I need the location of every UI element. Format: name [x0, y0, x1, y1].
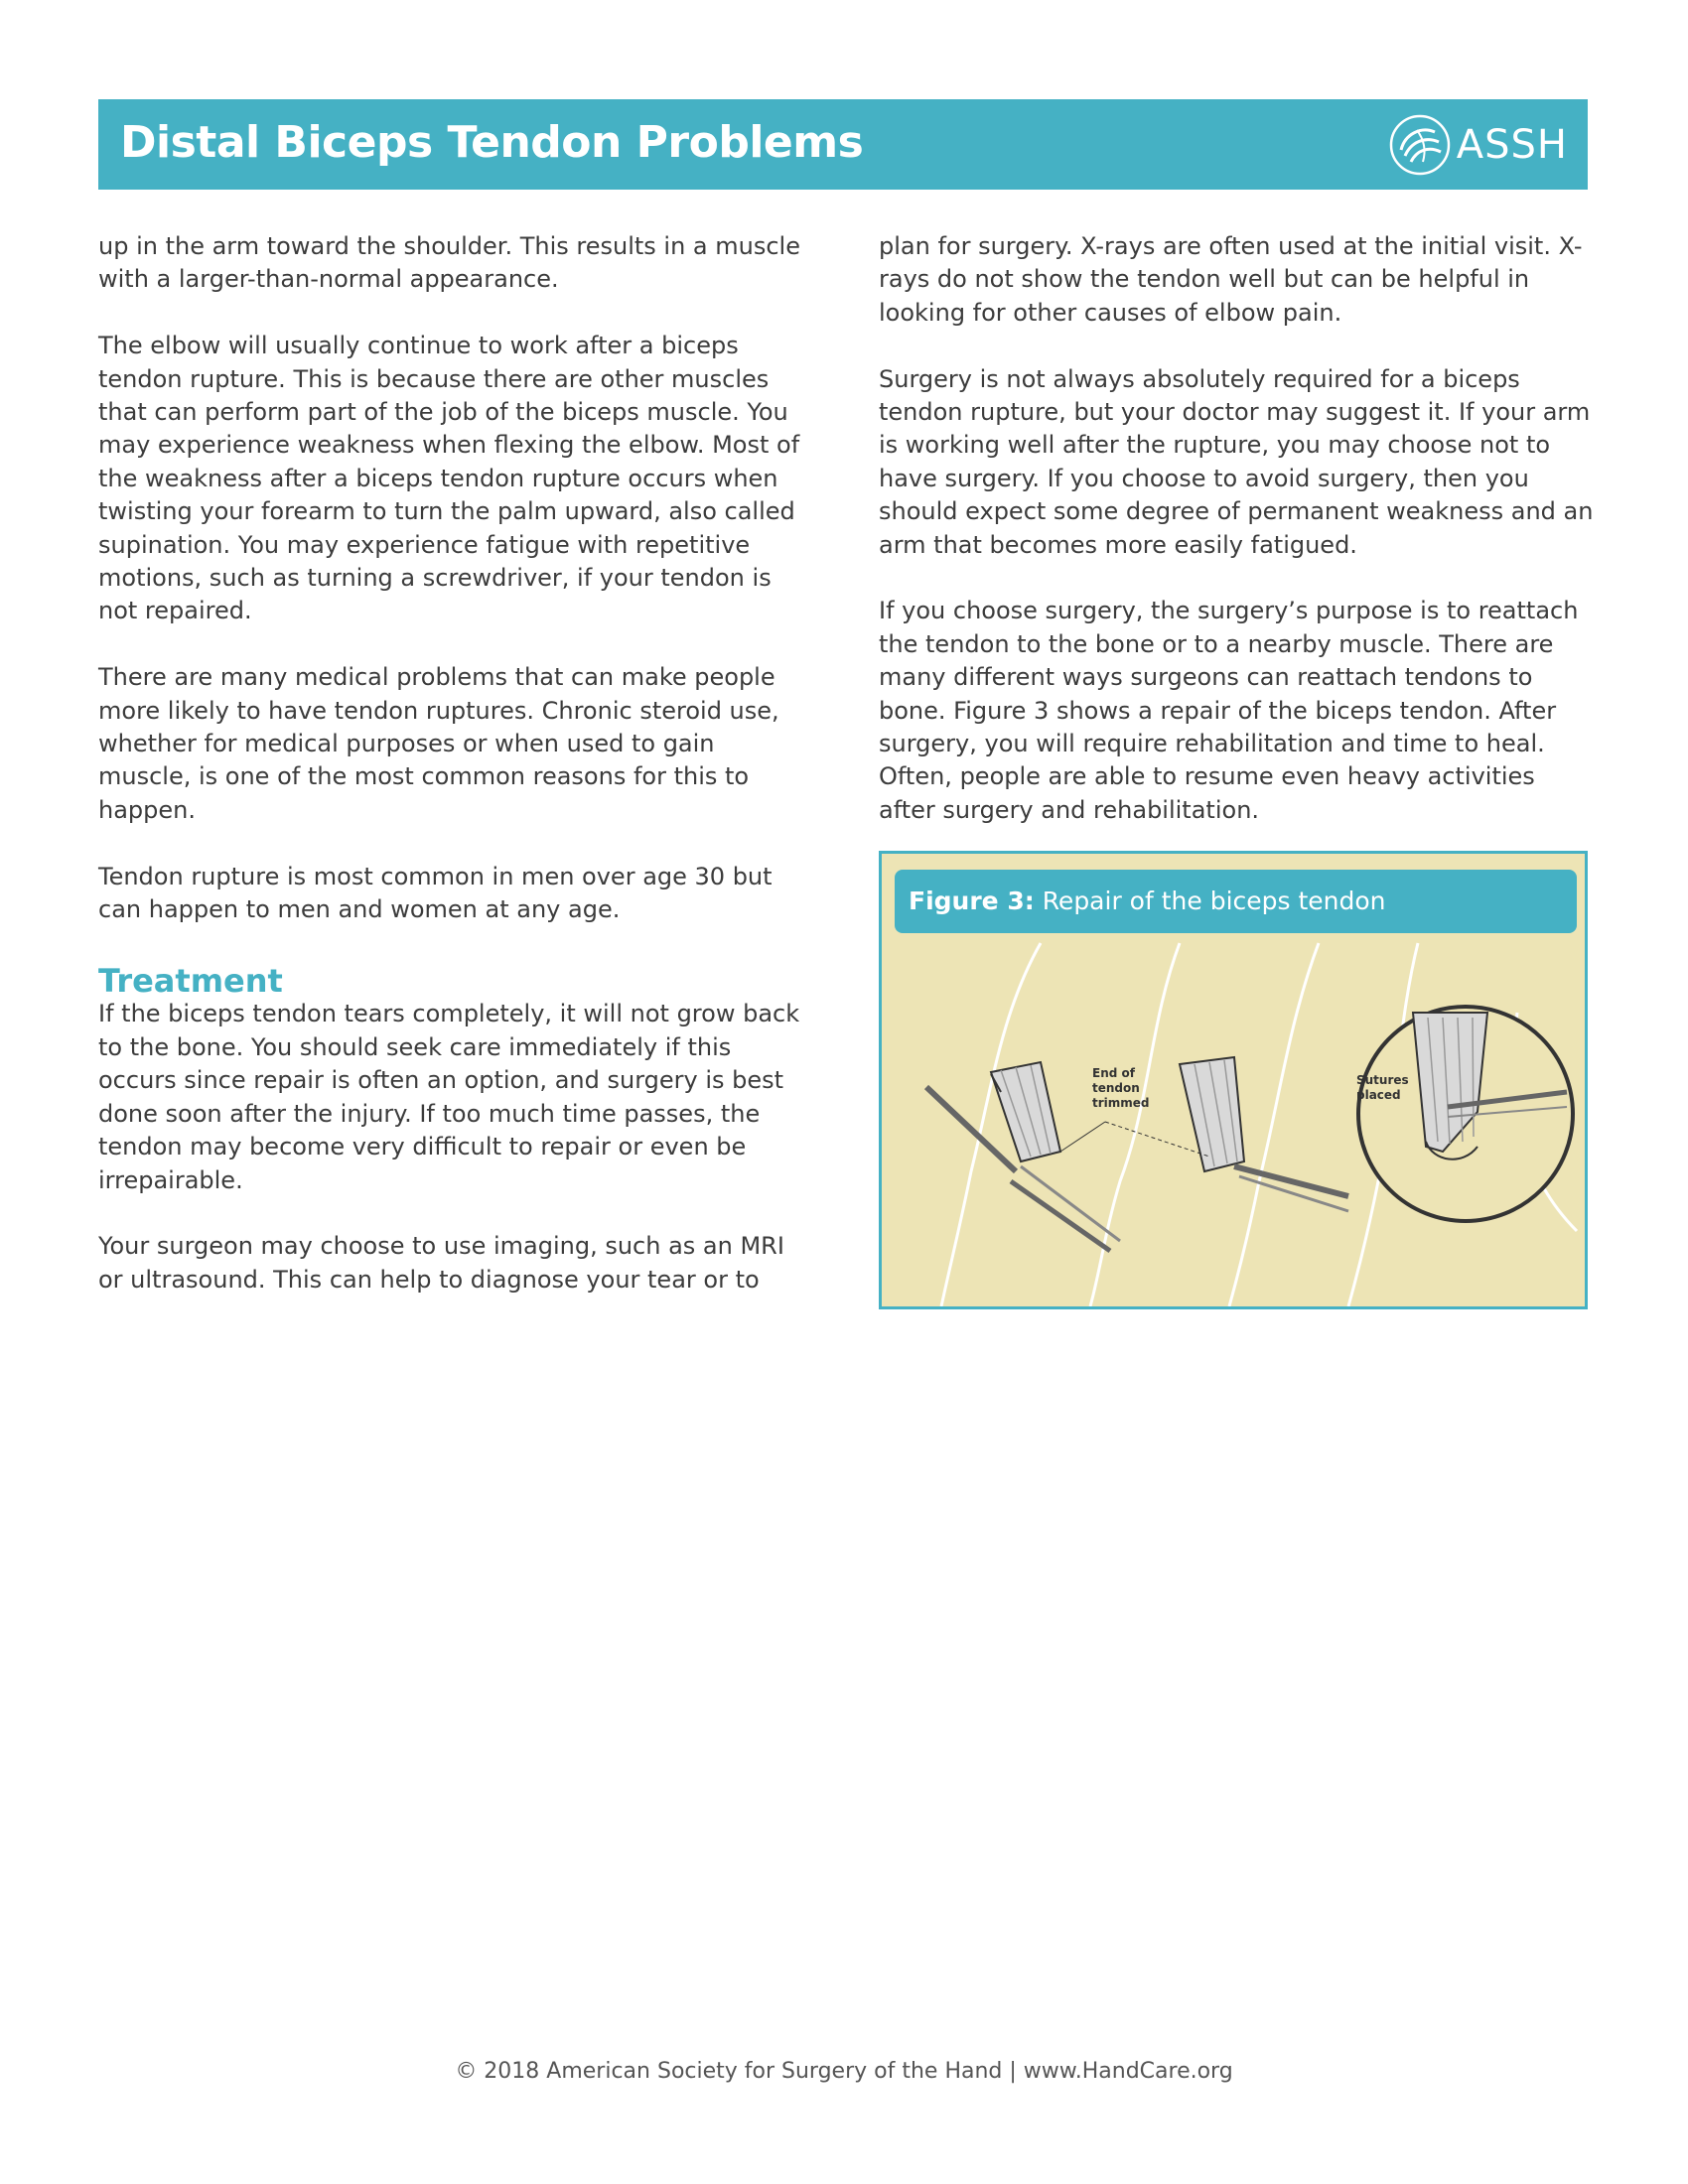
- paragraph: Your surgeon may choose to use imaging, such as an MRI or ultrasound. This can help to diagnose your tear or to: [98, 1232, 784, 1294]
- figure-label: Figure 3:: [909, 887, 1035, 915]
- right-column: [879, 230, 1594, 861]
- annotation-trimmed: End of: [1092, 1066, 1135, 1080]
- paragraph: plan for surgery. X-rays are often used at the initial visit. X-rays do not show the tendon well but can be helpful in looking for other causes of elbow pain.: [879, 232, 1583, 327]
- paragraph: If you choose surgery, the surgery’s purpose is to reattach the tendon to the bone or to a nearby muscle. There are many different ways surgeons can reattach tendons to bone. Figure 3 shows a repair of the biceps tendon. After surgery, you will require rehabilitation and time to heal. Often, people are able to resume even heavy activities after surgery and rehabilitation.: [879, 597, 1579, 824]
- paragraph: There are many medical problems that can make people more likely to have tendon ruptures. Chronic steroid use, whether for medical purposes or when used to gain muscle, is one of the most common reasons for this to happen.: [98, 663, 779, 824]
- page-title: Distal Biceps Tendon Problems: [120, 117, 864, 168]
- annotation-sutures: placed: [1356, 1088, 1401, 1102]
- left-column: [98, 230, 813, 1330]
- annotation-trimmed: tendon: [1092, 1081, 1140, 1095]
- assh-logo-icon: [1387, 112, 1453, 178]
- annotation-trimmed: trimmed: [1092, 1096, 1150, 1110]
- logo-text: ASSH: [1456, 122, 1568, 168]
- footer-copyright: © 2018 American Society for Surgery of the Hand | www.HandCare.org: [455, 2059, 1233, 2084]
- treatment-heading: Treatment: [98, 962, 283, 1001]
- paragraph: up in the arm toward the shoulder. This results in a muscle with a larger-than-normal appearance.: [98, 232, 800, 294]
- annotation-sutures: Sutures: [1356, 1073, 1409, 1087]
- paragraph: Surgery is not always absolutely required for a biceps tendon rupture, but your doctor may suggest it. If your arm is working well after the rupture, you may choose not to have surgery. If you choose to avoid surgery, then you should expect some degree of permanent weakness and an arm that becomes more easily fatigued.: [879, 364, 1594, 559]
- paragraph: The elbow will usually continue to work after a biceps tendon rupture. This is because there are other muscles that can perform part of the job of the biceps muscle. You may experience weakness when flexing the elbow. Most of the weakness after a biceps tendon rupture occurs when twisting your forearm to turn the palm upward, also called supination. You may experience fatigue with repetitive motions, such as turning a screwdriver, if your tendon is not repaired.: [98, 332, 800, 625]
- panel-trim: [926, 1062, 1120, 1251]
- paragraph: If the biceps tendon tears completely, it will not grow back to the bone. You should seek care immediately if this occurs since repair is often an option, and surgery is best done soon after the injury. If too much time passes, the tendon may become very difficult to repair or even be irrepairable.: [98, 1000, 800, 1194]
- header-banner: [98, 99, 1588, 190]
- paragraph: Tendon rupture is most common in men over age 30 but can happen to men and women at any age.: [98, 862, 773, 924]
- figure-caption-text: Repair of the biceps tendon: [1042, 887, 1386, 915]
- panel-sutures: [1358, 1007, 1573, 1221]
- assh-logo: [1387, 111, 1568, 179]
- figure-caption: [895, 870, 1577, 933]
- figure-3: [879, 851, 1588, 1309]
